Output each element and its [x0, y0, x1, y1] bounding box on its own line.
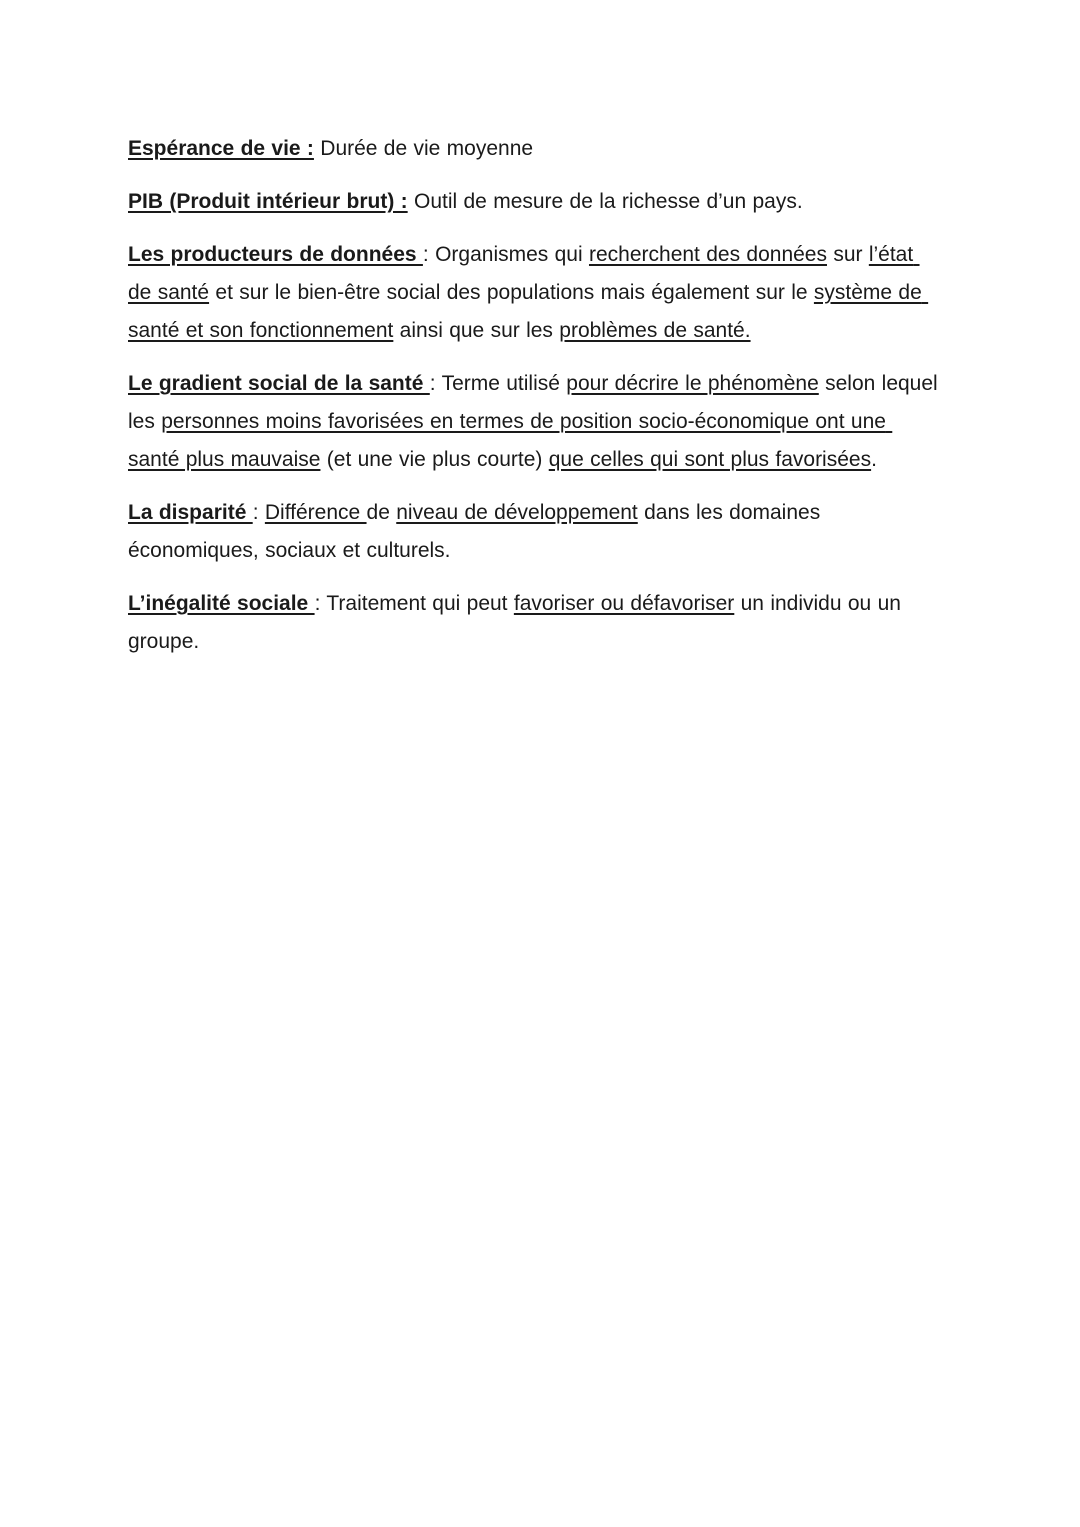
definition-text: personnes moins favorisées en termes de position socio-économique ont une santé plus mauvaise: [128, 410, 893, 471]
term-label: Le gradient social de la santé: [128, 372, 430, 395]
paragraph: [128, 236, 938, 350]
term-label: PIB (Produit intérieur brut) :: [128, 190, 408, 213]
paragraph: [128, 130, 938, 168]
definition-text: et sur le bien-être social des populations mais également sur le: [209, 281, 814, 304]
definition-text: recherchent des données: [588, 243, 827, 266]
definition-text: favoriser ou défavoriser: [513, 592, 735, 615]
definition-text: niveau de développement: [396, 501, 638, 524]
definition-text: de: [366, 501, 397, 524]
definition-text: Outil de mesure de la richesse d’un pays.: [407, 190, 803, 213]
term-label: Les producteurs de données: [128, 243, 423, 266]
document-page: [128, 130, 945, 676]
definition-text: sur: [826, 243, 869, 266]
paragraph: [128, 585, 938, 661]
paragraph: [128, 183, 938, 221]
definition-text: Durée de vie moyenne: [313, 137, 534, 160]
definition-text: Différence: [264, 501, 367, 524]
term-label: L’inégalité sociale: [128, 592, 315, 615]
definition-text: : Organismes qui: [422, 243, 589, 266]
definition-text: système de santé et son fonctionnement: [128, 281, 929, 342]
definition-text: un individu ou un groupe.: [128, 592, 908, 653]
definition-text: .: [871, 448, 877, 471]
definition-text: ainsi que sur les: [393, 319, 560, 342]
definition-text: : Terme utilisé: [429, 372, 567, 395]
definition-text: problèmes de santé.: [559, 319, 751, 342]
definition-text: : Traitement qui peut: [314, 592, 514, 615]
definition-text: l’état de santé: [128, 243, 920, 304]
definition-text: dans les domaines économiques, sociaux et culturels.: [128, 501, 827, 562]
definition-text: :: [252, 501, 265, 524]
term-label: La disparité: [128, 501, 253, 524]
definition-text: selon lequel les: [128, 372, 945, 433]
paragraph: [128, 365, 945, 479]
definition-text: que celles qui sont plus favorisées: [548, 448, 872, 471]
paragraph: [128, 494, 938, 570]
definition-text: (et une vie plus courte): [320, 448, 549, 471]
term-label: Espérance de vie :: [128, 137, 314, 160]
definition-text: pour décrire le phénomène: [566, 372, 819, 395]
